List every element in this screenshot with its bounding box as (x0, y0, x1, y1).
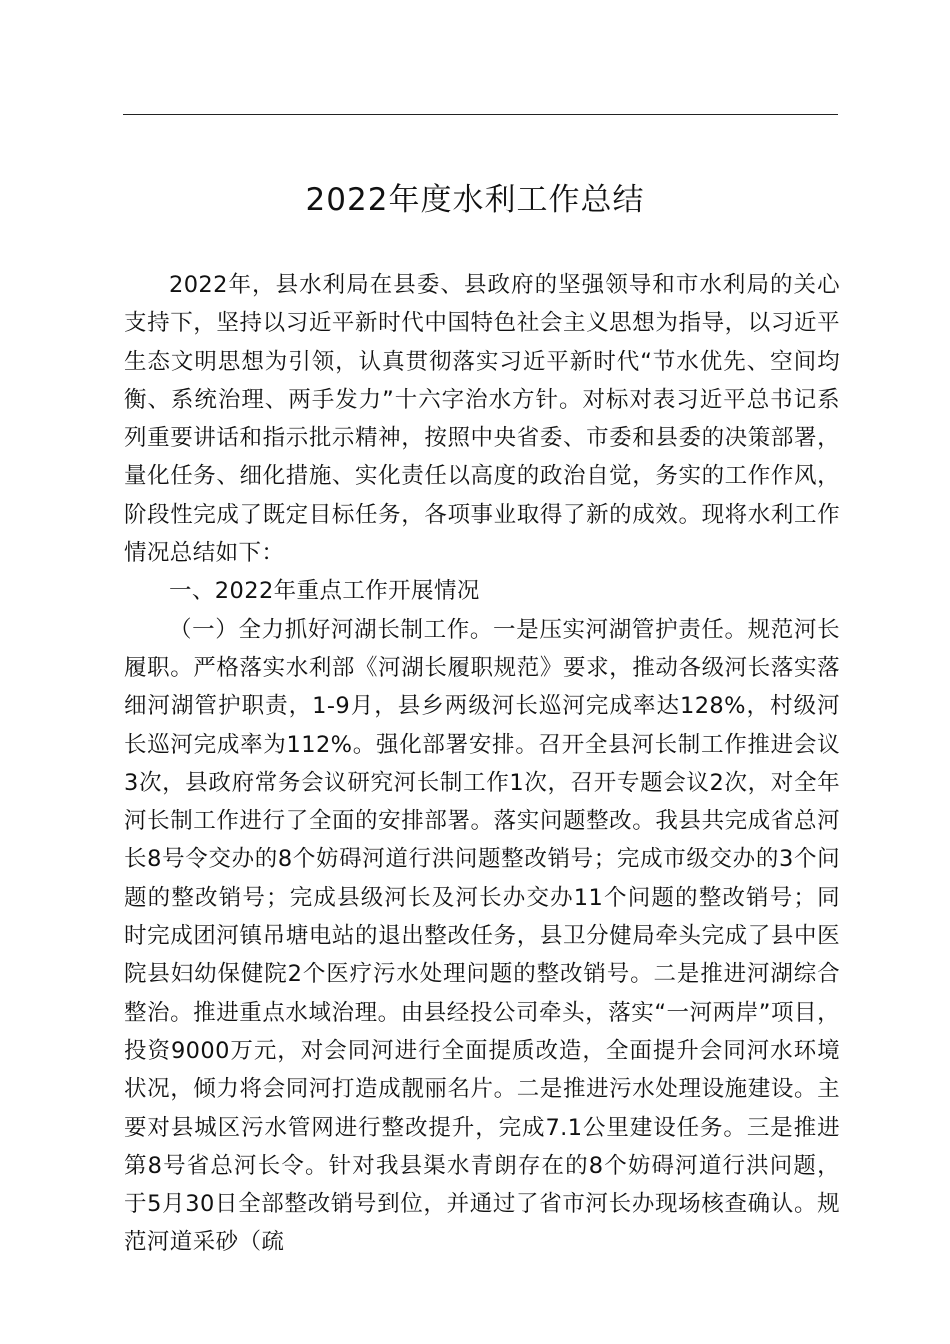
section-heading: 一、2022年重点工作开展情况 (169, 578, 480, 605)
intro-paragraph: 2022年，县水利局在县委、县政府的坚强领导和市水利局的关心支持下，坚持以习近平新时代中国特色社会主义思想为指导，以习近平生态文明思想为引领，认真贯彻落实习近平新时代“节水优先、空间均衡、系统治理、两手发力”十六字治水方针。对标对表习近平总书记系列重要讲话和指示批示精神，按照中央省委、市委和县委的决策部署，量化任务、细化措施、实化责任以高度的政治自觉，务实的工作作风，阶段性完成了既定目标任务，各项事业取得了新的成效。现将水利工作情况总结如下： (124, 272, 840, 567)
document-title: 2022年度水利工作总结 (305, 182, 645, 218)
body-paragraph: （一）全力抓好河湖长制工作。一是压实河湖管护责任。规范河长履职。严格落实水利部《河湖长履职规范》要求，推动各级河长落实落细河湖管护职责，1-9月，县乡两级河长巡河完成率达128%，村级河长巡河完成率为112%。强化部署安排。召开全县河长制工作推进会议3次，县政府常务会议研究河长制工作1次，召开专题会议2次，对全年河长制工作进行了全面的安排部署。落实问题整改。我县共完成省总河长8号令交办的8个妨碍河道行洪问题整改销号；完成市级交办的3个问题的整改销号；完成县级河长及河长办交办11个问题的整改销号；同时完成团河镇吊塘电站的退出整改任务，县卫分健局牵头完成了县中医院县妇幼保健院2个医疗污水处理问题的整改销号。二是推进河湖综合整治。推进重点水域治理。由县经投公司牵头，落实“一河两岸”项目，投资9000万元，对会同河进行全面提质改造，全面提升会同河水环境状况，倾力将会同河打造成靓丽名片。二是推进污水处理设施建设。主要对县城区污水管网进行整改提升，完成7.1公里建设任务。三是推进第8号省总河长令。针对我县渠水青朗存在的8个妨碍河道行洪问题，于5月30日全部整改销号到位，并通过了省市河长办现场核查确认。规范河道采砂（疏 (124, 616, 840, 1256)
document-body (124, 266, 840, 1262)
header-rule (123, 114, 838, 115)
